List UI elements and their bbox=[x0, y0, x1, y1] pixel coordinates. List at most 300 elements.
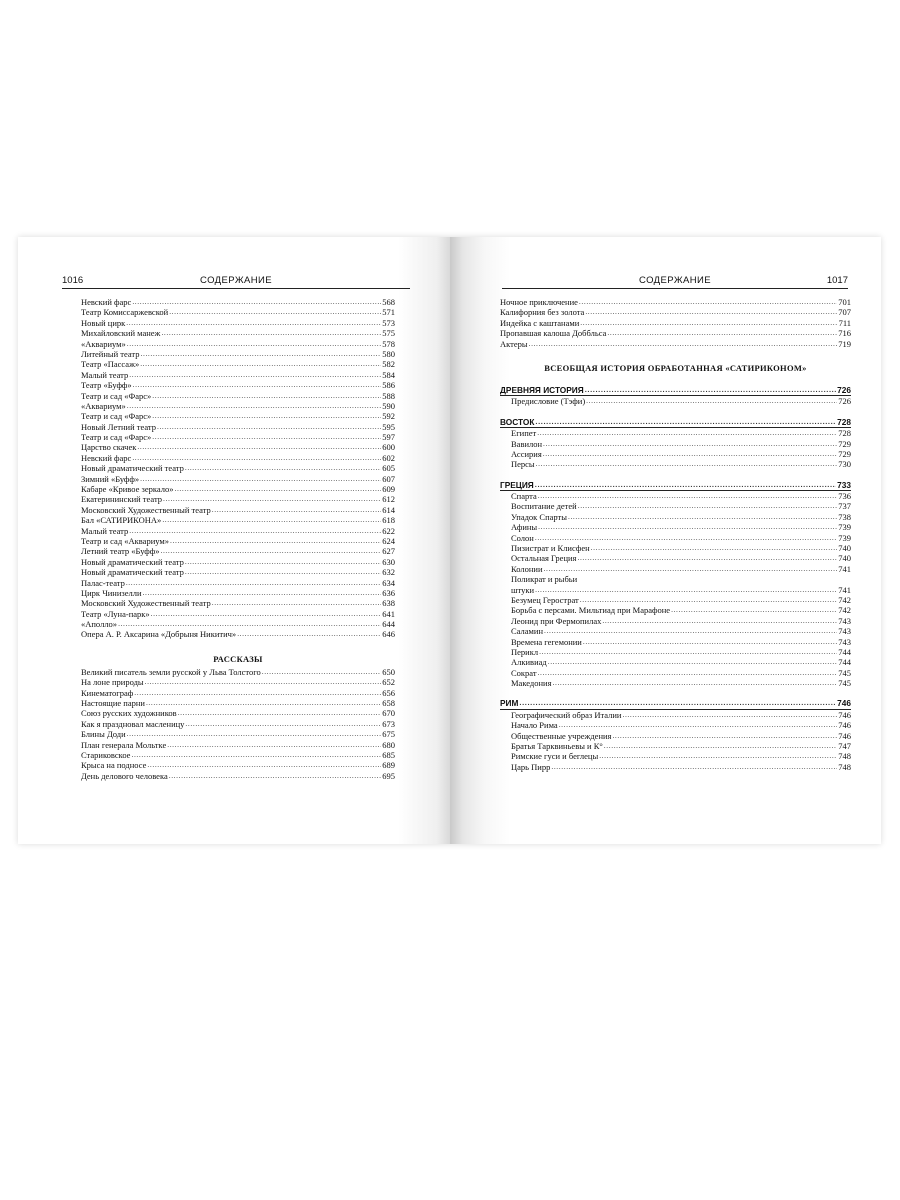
dot-leader bbox=[604, 741, 837, 751]
entry-title: Сократ bbox=[511, 667, 537, 678]
entry-page: 748 bbox=[838, 761, 851, 772]
entry-title: Предисловие (Тэфи) bbox=[511, 396, 586, 407]
entry-title: Малый театр bbox=[81, 525, 129, 536]
entry-title: Невский фарс bbox=[81, 296, 132, 307]
dot-leader bbox=[538, 668, 838, 678]
dot-leader bbox=[671, 605, 837, 615]
toc-entry bbox=[81, 760, 395, 770]
entry-title: «Аквариум» bbox=[81, 338, 126, 349]
dot-leader bbox=[127, 729, 382, 739]
dot-leader bbox=[536, 459, 838, 469]
entry-page: 746 bbox=[838, 720, 851, 731]
entry-page: 745 bbox=[838, 678, 851, 689]
dot-leader bbox=[127, 339, 381, 349]
dot-leader bbox=[140, 359, 381, 369]
dot-leader bbox=[622, 710, 837, 720]
entry-page: 641 bbox=[382, 608, 395, 619]
dot-leader bbox=[578, 501, 838, 511]
entry-page: 728 bbox=[837, 416, 851, 427]
section-heading: ВСЕОБЩАЯ ИСТОРИЯ ОБРАБОТАННАЯ «САТИРИКОНОМ» bbox=[544, 362, 807, 373]
toc-entry bbox=[81, 619, 395, 629]
entry-page: 609 bbox=[382, 484, 395, 495]
toc-entries bbox=[81, 297, 395, 640]
entry-title: Кинематограф bbox=[81, 687, 134, 698]
toc-entry bbox=[81, 484, 395, 494]
entry-page: 597 bbox=[382, 432, 395, 443]
dot-leader bbox=[586, 396, 837, 406]
dot-leader bbox=[169, 771, 382, 781]
entry-title: Новый драматический театр bbox=[81, 463, 184, 474]
entry-page: 627 bbox=[382, 546, 395, 557]
toc-entry bbox=[500, 543, 851, 553]
entry-title: Безумец Герострат bbox=[511, 594, 579, 605]
entry-title: Зимний «Буфф» bbox=[81, 473, 140, 484]
toc-entry bbox=[81, 588, 395, 598]
toc-entry bbox=[81, 688, 395, 698]
entry-title: План генерала Мольтке bbox=[81, 739, 167, 750]
dot-leader bbox=[551, 762, 837, 772]
dot-leader bbox=[535, 480, 836, 490]
dot-leader bbox=[145, 677, 382, 687]
toc-entry bbox=[500, 328, 851, 338]
dot-leader bbox=[126, 578, 381, 588]
entry-page: 584 bbox=[382, 369, 395, 380]
entry-page: 595 bbox=[382, 421, 395, 432]
entry-title: Театр и сад «Фарс» bbox=[81, 411, 152, 422]
dot-leader bbox=[170, 536, 381, 546]
entry-title: Борьба с персами. Мильтиад при Марафоне bbox=[511, 605, 671, 616]
toc-part-heading bbox=[500, 417, 851, 427]
dot-leader bbox=[161, 328, 381, 338]
toc-entry bbox=[81, 359, 395, 369]
entry-page: 744 bbox=[838, 657, 851, 668]
running-head-right bbox=[502, 274, 848, 289]
entry-title: Афины bbox=[511, 522, 538, 533]
entry-title: Палас-театр bbox=[81, 577, 125, 588]
dot-leader bbox=[591, 543, 838, 553]
dot-leader bbox=[185, 719, 381, 729]
dot-leader bbox=[126, 318, 381, 328]
entry-title: Царство скачек bbox=[81, 442, 137, 453]
entry-page: 737 bbox=[838, 501, 851, 512]
dot-leader bbox=[538, 491, 838, 501]
toc-entry bbox=[500, 605, 851, 615]
entry-title: Египет bbox=[511, 428, 537, 439]
entry-page: 673 bbox=[382, 718, 395, 729]
toc-entry bbox=[81, 494, 395, 504]
dot-leader bbox=[151, 609, 382, 619]
toc-entry bbox=[500, 710, 851, 720]
toc-entry bbox=[81, 750, 395, 760]
dot-leader bbox=[162, 515, 381, 525]
entry-page: 728 bbox=[838, 428, 851, 439]
toc-entry bbox=[500, 626, 851, 636]
toc-entry bbox=[81, 536, 395, 546]
entry-title: Михайловский манеж bbox=[81, 328, 161, 339]
entry-page: 568 bbox=[382, 296, 395, 307]
toc-entry bbox=[500, 637, 851, 647]
entry-page: 719 bbox=[838, 338, 851, 349]
toc-entry bbox=[81, 380, 395, 390]
entry-page: 729 bbox=[838, 448, 851, 459]
entry-title: Великий писатель земли русской у Льва Толстого bbox=[81, 666, 261, 677]
dot-leader bbox=[129, 370, 381, 380]
entry-page: 745 bbox=[838, 667, 851, 678]
toc-entry bbox=[81, 453, 395, 463]
dot-leader bbox=[131, 750, 381, 760]
entry-page: 742 bbox=[838, 605, 851, 616]
entry-title: Упадок Спарты bbox=[511, 511, 567, 522]
toc-entry bbox=[81, 719, 395, 729]
toc-entries bbox=[500, 297, 851, 349]
entry-title: Царь Пирр bbox=[511, 761, 551, 772]
dot-leader bbox=[583, 637, 837, 647]
entry-title: Ночное приключение bbox=[500, 296, 578, 307]
toc-entry bbox=[81, 667, 395, 677]
dot-leader bbox=[134, 688, 381, 698]
entry-title: Екатерининский театр bbox=[81, 494, 163, 505]
toc-entry bbox=[81, 515, 395, 525]
entry-title: Саламин bbox=[511, 626, 544, 637]
entry-title: Македония bbox=[511, 678, 552, 689]
dot-leader bbox=[133, 380, 382, 390]
entry-title: Московский Художественный театр bbox=[81, 598, 211, 609]
dot-leader bbox=[146, 698, 381, 708]
entry-page: 602 bbox=[382, 452, 395, 463]
dot-leader bbox=[553, 678, 838, 688]
entry-page: 612 bbox=[382, 494, 395, 505]
book-spread bbox=[18, 237, 881, 844]
toc-entry bbox=[81, 307, 395, 317]
toc-entry bbox=[81, 401, 395, 411]
entry-page: 646 bbox=[382, 629, 395, 640]
entry-title: РИМ bbox=[500, 698, 519, 709]
entry-title: Цирк Чинизелли bbox=[81, 587, 142, 598]
toc-entry bbox=[81, 432, 395, 442]
dot-leader bbox=[580, 595, 837, 605]
toc-part-heading bbox=[500, 699, 851, 709]
entry-title: Спарта bbox=[511, 491, 537, 502]
entry-title: Театр «Пассаж» bbox=[81, 359, 140, 370]
toc-entry bbox=[81, 740, 395, 750]
left-page bbox=[18, 237, 450, 844]
entry-page: 701 bbox=[838, 296, 851, 307]
entry-title: Алкивиад bbox=[511, 657, 547, 668]
entry-title: День делового человека bbox=[81, 770, 168, 781]
entry-page: 575 bbox=[382, 328, 395, 339]
dot-leader bbox=[585, 307, 837, 317]
dot-leader bbox=[152, 432, 381, 442]
entry-title: Пропавшая калоша Доббльса bbox=[500, 328, 607, 339]
dot-leader bbox=[185, 463, 381, 473]
entry-page: 590 bbox=[382, 400, 395, 411]
entry-page: 582 bbox=[382, 359, 395, 370]
dot-leader bbox=[544, 564, 838, 574]
toc-entry bbox=[500, 512, 851, 522]
dot-leader bbox=[529, 339, 838, 349]
dot-leader bbox=[537, 428, 837, 438]
entry-page: 624 bbox=[382, 535, 395, 546]
right-page bbox=[450, 237, 881, 844]
dot-leader bbox=[212, 505, 382, 515]
toc-entry bbox=[500, 449, 851, 459]
toc-entry bbox=[81, 328, 395, 338]
entry-page: 614 bbox=[382, 504, 395, 515]
page-number: 1016 bbox=[62, 275, 84, 286]
entry-page: 652 bbox=[382, 677, 395, 688]
toc-entry bbox=[81, 318, 395, 328]
dot-leader bbox=[538, 522, 837, 532]
entry-page: 743 bbox=[838, 615, 851, 626]
toc-entry bbox=[81, 630, 395, 640]
page-number: 1017 bbox=[826, 275, 848, 286]
toc-entry bbox=[500, 491, 851, 501]
dot-leader bbox=[602, 616, 837, 626]
entry-page: 618 bbox=[382, 515, 395, 526]
entry-title: Начало Рима bbox=[511, 720, 558, 731]
toc-entry bbox=[81, 349, 395, 359]
entry-page: 571 bbox=[382, 307, 395, 318]
entry-title: Индейка с каштанами bbox=[500, 317, 580, 328]
toc-entry bbox=[500, 647, 851, 657]
toc-entry bbox=[81, 557, 395, 567]
dot-leader bbox=[141, 349, 382, 359]
entry-title: Театр и сад «Фарс» bbox=[81, 390, 152, 401]
toc-entry bbox=[500, 595, 851, 605]
dot-leader bbox=[577, 553, 837, 563]
toc-entry bbox=[500, 762, 851, 772]
entry-title: Новый Летний театр bbox=[81, 421, 156, 432]
entry-title: «Аквариум» bbox=[81, 400, 126, 411]
entry-title: Кабаре «Кривое зеркало» bbox=[81, 484, 174, 495]
entry-title: штуки bbox=[511, 584, 535, 595]
dot-leader bbox=[132, 297, 381, 307]
toc-entry bbox=[81, 422, 395, 432]
entry-page: 726 bbox=[838, 396, 851, 407]
entry-page: 607 bbox=[382, 473, 395, 484]
entry-title: Персы bbox=[511, 459, 535, 470]
toc-entry bbox=[500, 668, 851, 678]
toc-entry bbox=[81, 463, 395, 473]
toc-entry bbox=[500, 439, 851, 449]
dot-leader bbox=[118, 619, 381, 629]
dot-leader bbox=[535, 585, 837, 595]
entry-page: 711 bbox=[838, 317, 851, 328]
entry-title: На лоне природы bbox=[81, 677, 144, 688]
entry-title: Перикл bbox=[511, 646, 539, 657]
toc-entry bbox=[81, 698, 395, 708]
entry-page: 689 bbox=[382, 760, 395, 771]
entry-page: 650 bbox=[382, 666, 395, 677]
dot-leader bbox=[185, 557, 381, 567]
toc-entry bbox=[500, 553, 851, 563]
entry-title: Общественные учреждения bbox=[511, 730, 612, 741]
toc-entry bbox=[81, 771, 395, 781]
toc-entry bbox=[500, 501, 851, 511]
running-head-left bbox=[62, 274, 410, 289]
entry-page: 675 bbox=[382, 729, 395, 740]
dot-leader bbox=[174, 484, 381, 494]
entry-title: Театр «Луна-парк» bbox=[81, 608, 150, 619]
entry-page: 578 bbox=[382, 338, 395, 349]
entry-title: Малый театр bbox=[81, 369, 129, 380]
dot-leader bbox=[544, 626, 837, 636]
toc-entry bbox=[81, 526, 395, 536]
dot-leader bbox=[607, 328, 837, 338]
entry-title: Союз русских художников bbox=[81, 708, 177, 719]
entry-title: Театр и сад «Фарс» bbox=[81, 432, 152, 443]
dot-leader bbox=[535, 533, 837, 543]
entry-title: Географический образ Италии bbox=[511, 709, 622, 720]
dot-leader bbox=[163, 494, 381, 504]
dot-leader bbox=[152, 411, 381, 421]
toc-entry bbox=[81, 297, 395, 307]
toc-part-heading bbox=[500, 480, 851, 490]
toc-entry bbox=[500, 616, 851, 626]
dot-leader bbox=[178, 708, 382, 718]
entry-page: 600 bbox=[382, 442, 395, 453]
entry-page: 742 bbox=[838, 594, 851, 605]
entry-page: 586 bbox=[382, 380, 395, 391]
entry-title: Опера А. Р. Аксарина «Добрыня Никитич» bbox=[81, 629, 237, 640]
entry-page: 726 bbox=[837, 384, 851, 395]
entry-page: 748 bbox=[838, 751, 851, 762]
toc-entry bbox=[500, 522, 851, 532]
dot-leader bbox=[543, 439, 837, 449]
dot-leader bbox=[143, 588, 382, 598]
entry-page: 605 bbox=[382, 463, 395, 474]
entry-page: 573 bbox=[382, 317, 395, 328]
toc-entry bbox=[81, 708, 395, 718]
entry-title: Воспитание детей bbox=[511, 501, 577, 512]
toc-entry bbox=[81, 474, 395, 484]
dot-leader bbox=[535, 417, 836, 427]
dot-leader bbox=[185, 567, 381, 577]
dot-leader bbox=[548, 657, 838, 667]
entry-page: 630 bbox=[382, 556, 395, 567]
dot-leader bbox=[127, 401, 381, 411]
toc-entry bbox=[500, 720, 851, 730]
toc-entry bbox=[81, 391, 395, 401]
toc-entry bbox=[81, 598, 395, 608]
entry-page: 743 bbox=[838, 636, 851, 647]
toc-part-heading bbox=[500, 385, 851, 395]
dot-leader bbox=[585, 385, 836, 395]
entry-page: 588 bbox=[382, 390, 395, 401]
entry-page: 746 bbox=[837, 698, 851, 709]
entry-title: Калифорния без золота bbox=[500, 307, 585, 318]
entry-title: Крыса на подносе bbox=[81, 760, 147, 771]
section-heading: РАССКАЗЫ bbox=[213, 653, 263, 664]
entry-title: Новый драматический театр bbox=[81, 567, 184, 578]
dot-leader bbox=[147, 760, 381, 770]
toc-entry bbox=[500, 751, 851, 761]
entry-title: Новый драматический театр bbox=[81, 556, 184, 567]
entry-title: Времена гегемонии bbox=[511, 636, 582, 647]
entry-title: Пизистрат и Клисфен bbox=[511, 543, 590, 554]
toc-parts bbox=[500, 373, 851, 772]
entry-page: 738 bbox=[838, 511, 851, 522]
entry-page: 658 bbox=[382, 698, 395, 709]
entry-page: 733 bbox=[837, 479, 851, 490]
entry-title: ДРЕВНЯЯ ИСТОРИЯ bbox=[500, 384, 584, 395]
entry-page: 739 bbox=[838, 532, 851, 543]
entry-page: 741 bbox=[838, 584, 851, 595]
entry-title: Вавилон bbox=[511, 438, 543, 449]
entry-page: 695 bbox=[382, 770, 395, 781]
entry-page: 636 bbox=[382, 587, 395, 598]
entry-page: 638 bbox=[382, 598, 395, 609]
running-title: СОДЕРЖАНИЕ bbox=[200, 275, 272, 286]
entry-title: Стариковское bbox=[81, 750, 131, 760]
entry-title: Новый цирк bbox=[81, 317, 126, 328]
entry-title: Летний театр «Буфф» bbox=[81, 546, 160, 557]
entry-title: Братья Тарквиньевы и К° bbox=[511, 741, 603, 752]
entry-title: Римские гуси и беглецы bbox=[511, 751, 599, 762]
entry-title: Актеры bbox=[500, 338, 528, 349]
entry-page: 746 bbox=[838, 730, 851, 741]
entry-page: 744 bbox=[838, 646, 851, 657]
entry-title: Солон bbox=[511, 532, 534, 543]
entry-title: Литейный театр bbox=[81, 348, 140, 359]
dot-leader bbox=[539, 647, 837, 657]
toc-entry bbox=[81, 609, 395, 619]
toc-entry bbox=[500, 339, 851, 349]
dot-leader bbox=[137, 442, 381, 452]
toc-entry bbox=[81, 729, 395, 739]
entry-title: Ассирия bbox=[511, 448, 542, 459]
entry-title: Бал «САТИРИКОНА» bbox=[81, 515, 162, 526]
entry-title: Театр «Буфф» bbox=[81, 380, 132, 391]
entry-page: 622 bbox=[382, 525, 395, 536]
dot-leader bbox=[152, 391, 381, 401]
toc-entry bbox=[500, 307, 851, 317]
entry-page: 730 bbox=[838, 459, 851, 470]
entry-page: 644 bbox=[382, 619, 395, 630]
entry-title: Как я праздновал масленицу bbox=[81, 718, 185, 729]
dot-leader bbox=[157, 422, 381, 432]
toc-entry bbox=[81, 370, 395, 380]
toc-entry bbox=[81, 505, 395, 515]
entry-title: Настоящие парни bbox=[81, 698, 145, 709]
toc-entry bbox=[81, 546, 395, 556]
toc-entry bbox=[500, 533, 851, 543]
entry-page: 746 bbox=[838, 709, 851, 720]
dot-leader bbox=[169, 307, 381, 317]
dot-leader bbox=[167, 740, 381, 750]
entry-page: 740 bbox=[838, 553, 851, 564]
toc-entry bbox=[81, 677, 395, 687]
entry-page: 670 bbox=[382, 708, 395, 719]
toc-entry bbox=[500, 678, 851, 688]
entry-title: Блины Доди bbox=[81, 729, 126, 740]
toc-entry bbox=[500, 297, 851, 307]
dot-leader bbox=[140, 474, 381, 484]
dot-leader bbox=[568, 512, 837, 522]
toc-entry bbox=[500, 396, 851, 406]
entry-page: 634 bbox=[382, 577, 395, 588]
dot-leader bbox=[612, 731, 837, 741]
toc-entry bbox=[500, 318, 851, 328]
entry-title: Колонии bbox=[511, 563, 543, 574]
entry-page: 632 bbox=[382, 567, 395, 578]
entry-page: 740 bbox=[838, 543, 851, 554]
entry-page: 729 bbox=[838, 438, 851, 449]
entry-title: Московский Художественный театр bbox=[81, 504, 211, 515]
dot-leader bbox=[543, 449, 838, 459]
dot-leader bbox=[129, 526, 381, 536]
entry-title: Театр Комиссаржевской bbox=[81, 307, 169, 318]
